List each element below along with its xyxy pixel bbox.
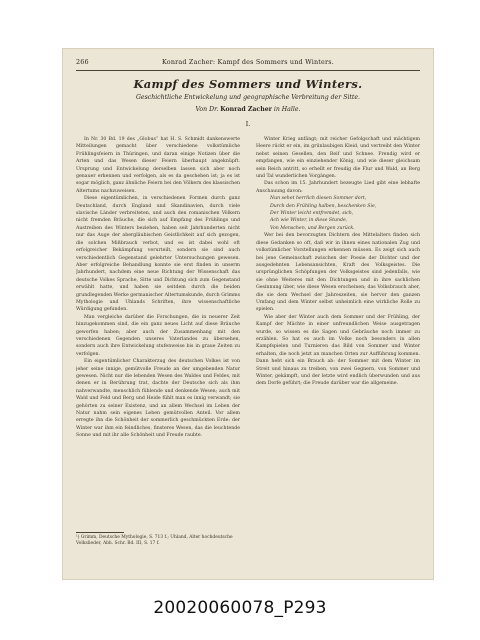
- paragraph: Das schon im 15. Jahrhundert bezeugte Lied gibt eine lebhafte Anschauung davon:: [256, 181, 420, 194]
- verse-line: Durch den Frühling halben, beschenken Sie,: [270, 203, 377, 209]
- running-head-title: Konrad Zacher: Kampf des Sommers und Winters.: [161, 58, 334, 66]
- footnote-rule: [76, 532, 124, 533]
- header-rule: [76, 70, 420, 71]
- book-page: [62, 48, 434, 580]
- article-title: Kampf des Sommers und Winters.: [133, 77, 363, 91]
- verse-line: Nun sehet herrlich diesen Sommer dort,: [270, 196, 367, 202]
- verse-line: Von Menschen, und Bergen zurück.: [270, 225, 355, 231]
- paragraph: Ein eigentümlicher Charakterzug des deutschen Volkes ist von jeher seine innige, gemütvolle Freude an der umgebenden Natur gewesen. Nicht nur die lebenden Wesen des Waldes und Feldes, mit denen er in Berührung trat, dachte der Deutsche sich als ihm nahverwandte, menschlich fühlende und denkende Wesen; auch mit Wald und Feld und Berg und Heide fühlt man es innig verwandt; sie gehörten zu seiner Existenz, und an allem Wechsel im Leben der Natur nahm sein eigenes Leben gemütvollen Anteil. Vor allem erregte ihn die Schönheit der sommerlich geschmückten Erde: der Winter war ihm ein feindliches, finsteres Wesen, das die leuchtende Sonne und mit ihr alle Schönheit und Freude raubte.: [76, 359, 240, 439]
- author-name: Konrad Zacher: [220, 106, 272, 113]
- verse-line: Der Winter leicht entfremdet, sich,: [270, 211, 354, 217]
- footnote: ¹) Grimm, Deutsche Mythologie, S. 713 f.; Uhland, Alter hochdeutsche Volkslieder, Abh. Schr. Bd. III, S. 17 f.: [76, 535, 233, 547]
- verse-line: Ach wie Winter, in diese Stunde,: [270, 218, 348, 224]
- article-subtitle: Geschichtliche Entwickelung und geographische Verbreitung der Sitte.: [135, 94, 361, 101]
- section-number: I.: [245, 121, 251, 128]
- archive-identifier: 20020060078_P293: [153, 598, 327, 618]
- author-suffix: in Halle.: [273, 106, 301, 113]
- paragraph: Wie aber der Winter auch dem Sommer und der Frühling, der Kampf der Mächte in einer unfreundlichen Weise ausgetragen wurde, so wissen es die Sagen und Gebräuche noch immer zu erzählen. So hat es auch im Volke noch besonders in allen Kampfspielen und Turnieren das Bild von Sommer und Winter erhalten, die noch jetzt an manchen Orten zur Aufführung kommen. Dann hebt sich ein Brauch ab: der Sommer mit dem Winter im Streit und hinaus zu treiben, von zwei Gegnern, von Sommer und Winter, gekämpft, und der letzte wird endlich überwunden und aus dem Dorfe geführt; die Freude darüber war die allgemeine.: [256, 314, 420, 387]
- author-prefix: Von Dr.: [195, 106, 219, 113]
- paragraph: Man vergleiche darüber die Forschungen, die in neuerer Zeit hinzugekommen sind, die ein ganz neues Licht auf diese Bräuche geworfen haben; aber auch der Zusammenhang mit den verschiedenen Gegenden unseres Vaterlandes zu übersehen, sondern auch ihre Entwickelung stufenweise bis in graue Zeiten zu verfolgen.: [76, 314, 240, 357]
- right-text-column: [256, 136, 420, 524]
- paragraph: Winter Krieg anfängt; mit reicher Gefolgschaft und mächtigem Heere rückt er ein, im grünlaubigen Kleid, und vertreibt den Winter nebst seinen Gesellen, den Reif und Schnee. Frendig wird er empfangen, wie ein einziehender König, und wie dieser gleichsam sein Reich antritt, so erhellt er freudig die Flur und Wald, an Berg und Tal wunderlichen Vorgängen.: [256, 137, 420, 180]
- page-number: 266: [76, 58, 89, 66]
- left-text-column: [76, 136, 240, 524]
- running-head: [76, 58, 420, 70]
- paragraph: Wer bei den bevorzugten Dichtern des Mittelalters finden sich diese Gedanken so oft, daß wir in ihnen eines nationalen Zug und volkstümlicher Vorstellungen erkennen müssen. Es zeigt sich auch bei jene Gemeinschaft zwischen der Poesie der Dichter und der ausgedehnten Lebensansichten, Kraft des Volksgeistes. Die ursprünglichen Schöpfungen der Volksgeistes sind jedenfalls, wie sie ohne Weiteres mit den Dichtungen und in ihre sachlichen Gesinnung über, wie diese Wesen erscheinen; das Volksbrauch aber, die sie dem Wechsel der Jahreszeiten, sie hervor den ganzen Umfang und dem Winter selbst unheimlich eine wirkliche Rolle zu spielen.: [256, 233, 420, 313]
- paragraph: Diese eigentümlichen, in verschiedenen Formen durch ganz Deutschland, durch England und Skandinavien, durch viele slavische Länder verbreiteten, und auch den romanischen Völkern nicht fremden Bräuche, die sich auf Empfang des Frühlings und Austreiben des Winters beziehen, haben seit Jahrhunderten nicht nur das Auge der abergläubischen Geistlichkeit auf sich gezogen, die solchen Mißbrauch verbot, und es ist dabei wohl oft erfolgreicher Bekämpfung verurteilt, sondern sie sind auch verschiedentlich Gegenstand gelehrter Untersuchungen gewesen. Aber erfolgreiche Behandlung konnte sie erst finden in unserm Jahrhundert, nachdem eine neue Richtung der Wissenschaft das deutsche Volkes Sprache, Sitte und Dichtung sich zum Gegenstand erwählt hatte, und haben sie seitdem durch die beiden grundlegenden Werke germanischer Altertumskunde, durch Grimms Mythologie und Uhlands Schriften, ihre wissenschaftliche Würdigung gefunden.: [76, 196, 240, 313]
- paragraph: In Nr. 30 Bd. 19 des „Globus“ hat H. S. Schmidt dankenswerte Mitteilungen gemacht über verschiedene volkstümliche Frühlingsfeiern in Thüringen, und daran einige Notizen über die Arten und das Wesen dieser Feiern überhaupt angeknüpft. Ursprung und Entwickelung derselben lassen sich aber noch genauer erkennen und verfolgen, als es da geschehen ist; ja es ist sogar möglich, ganz ähnliche Feiern bei den Völkern des klassischen Altertums nachzuweisen.: [76, 137, 240, 194]
- article-author: [62, 106, 434, 113]
